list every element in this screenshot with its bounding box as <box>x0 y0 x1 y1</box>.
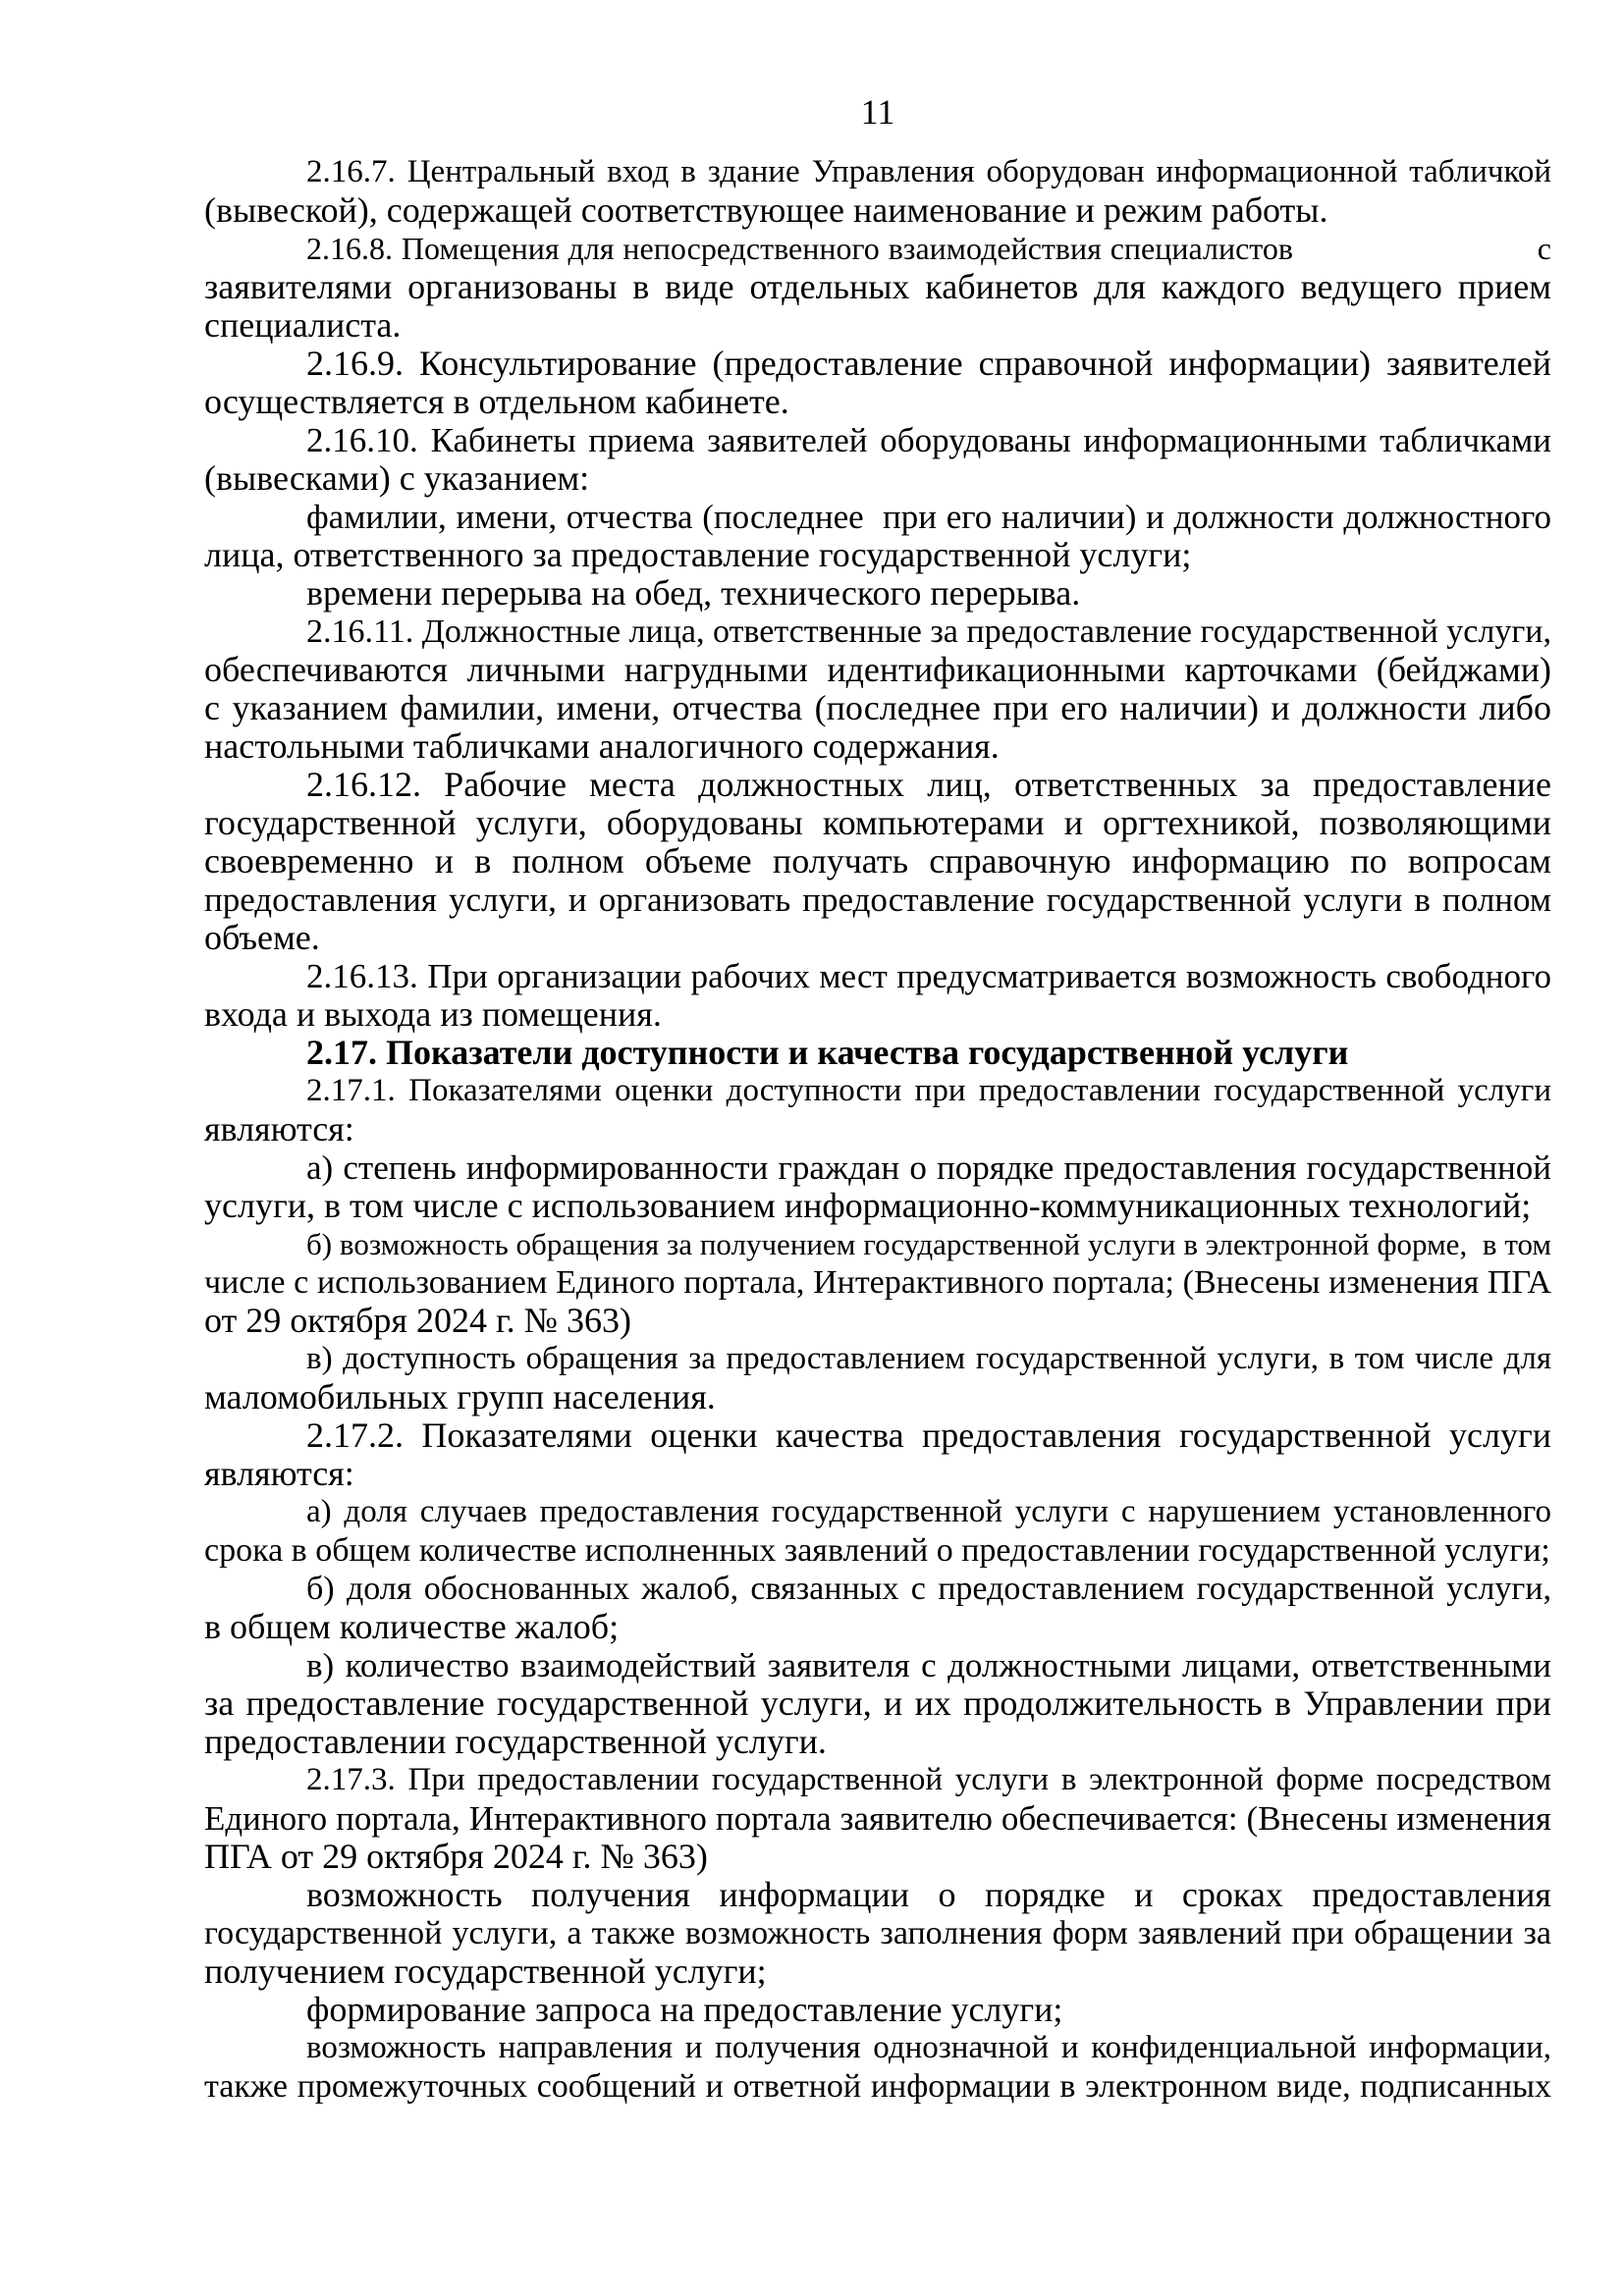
text-line: а) доля случаев предоставления государственной услуги с нарушением установленного <box>306 1494 1551 1529</box>
text-line: предоставления услуги, и организовать предоставление государственной услуги в полном <box>204 881 1551 919</box>
text-line: являются: <box>204 1455 354 1493</box>
text-line: 2.17.1. Показателями оценки доступности при предоставлении государственной услуги <box>306 1073 1551 1108</box>
text-line: своевременно и в полном объеме получать справочную информацию по вопросам <box>204 842 1551 881</box>
text-line: 2.16.8. Помещения для непосредственного взаимодействия специалистов с <box>306 231 1551 266</box>
text-line: б) доля обоснованных жалоб, связанных с предоставлением государственной услуги, <box>306 1571 1551 1607</box>
text-line: в) количество взаимодействий заявителя с должностными лицами, ответственными <box>306 1646 1551 1684</box>
text-line: в) доступность обращения за предоставлением государственной услуги, в том числе для <box>306 1341 1551 1376</box>
text-line: маломобильных групп населения. <box>204 1378 716 1416</box>
text-line: 2.16.10. Кабинеты приема заявителей оборудованы информационными табличками <box>306 421 1551 459</box>
text-line: услуги, в том числе с использованием информационно-коммуникационных технологий; <box>204 1187 1532 1225</box>
text-line: ПГА от 29 октября 2024 г. № 363) <box>204 1838 708 1876</box>
document-body <box>204 153 1551 2106</box>
text-line: возможность направления и получения однозначной и конфиденциальной информации, <box>306 2030 1551 2065</box>
text-line: лица, ответственного за предоставление государственной услуги; <box>204 536 1192 574</box>
text-line: за предоставление государственной услуги, и их продолжительность в Управлении при <box>204 1684 1551 1723</box>
text-line: настольными табличками аналогичного содержания. <box>204 727 1000 766</box>
text-line: 2.16.12. Рабочие места должностных лиц, ответственных за предоставление <box>306 766 1551 804</box>
text-line: с указанием фамилии, имени, отчества (последнее при его наличии) и должности либо <box>204 689 1551 727</box>
text-line: возможность получения информации о порядке и сроках предоставления <box>306 1876 1551 1914</box>
text-line: Единого портала, Интерактивного портала заявителю обеспечивается: (Внесены изменения <box>204 1799 1551 1838</box>
text-line: числе с использованием Единого портала, Интерактивного портала; (Внесены изменения ПГА <box>204 1264 1551 1301</box>
text-line: обеспечиваются личными нагрудными идентификационными карточками (бейджами) <box>204 651 1551 689</box>
text-line: (вывесками) с указанием: <box>204 459 590 498</box>
text-line: 2.17.2. Показателями оценки качества предоставления государственной услуги <box>306 1416 1551 1455</box>
text-line: входа и выхода из помещения. <box>204 995 662 1034</box>
text-line: заявителями организованы в виде отдельных кабинетов для каждого ведущего прием <box>204 268 1551 306</box>
text-line: специалиста. <box>204 306 402 345</box>
text-line: фамилии, имени, отчества (последнее при его наличии) и должности должностного <box>306 498 1551 536</box>
text-line: получением государственной услуги; <box>204 1952 767 1991</box>
text-line: формирование запроса на предоставление услуги; <box>306 1991 1063 2029</box>
text-line: в общем количестве жалоб; <box>204 1608 620 1646</box>
text-line: также промежуточных сообщений и ответной информации в электронном виде, подписанных <box>204 2068 1551 2105</box>
text-line: (вывеской), содержащей соответствующее наименование и режим работы. <box>204 191 1328 230</box>
page-number: 11 <box>860 92 895 132</box>
text-line: 2.16.11. Должностные лица, ответственные за предоставление государственной услуги, <box>306 614 1551 650</box>
text-line: 2.16.7. Центральный вход в здание Управления оборудован информационной табличкой <box>306 154 1551 189</box>
text-line: государственной услуги, оборудованы компьютерами и оргтехникой, позволяющими <box>204 804 1551 842</box>
text-line: 2.17.3. При предоставлении государственной услуги в электронной форме посредством <box>306 1762 1551 1797</box>
text-line: являются: <box>204 1110 354 1148</box>
text-line: 2.16.9. Консультирование (предоставление справочной информации) заявителей <box>306 345 1551 383</box>
text-line: объеме. <box>204 919 320 957</box>
text-line: осуществляется в отдельном кабинете. <box>204 383 789 421</box>
text-line: предоставлении государственной услуги. <box>204 1723 827 1761</box>
text-line: времени перерыва на обед, технического перерыва. <box>306 574 1081 613</box>
text-line: от 29 октября 2024 г. № 363) <box>204 1302 632 1340</box>
text-line: а) степень информированности граждан о порядке предоставления государственной <box>306 1148 1551 1187</box>
text-line: 2.16.13. При организации рабочих мест предусматривается возможность свободного <box>306 957 1551 995</box>
text-line: б) возможность обращения за получением государственной услуги в электронной форме, в том <box>306 1227 1551 1261</box>
section-heading: 2.17. Показатели доступности и качества государственной услуги <box>306 1034 1349 1072</box>
text-line: государственной услуги, а также возможность заполнения форм заявлений при обращении за <box>204 1915 1551 1951</box>
text-line: срока в общем количестве исполненных заявлений о предоставлении государственной услуги; <box>204 1532 1550 1569</box>
